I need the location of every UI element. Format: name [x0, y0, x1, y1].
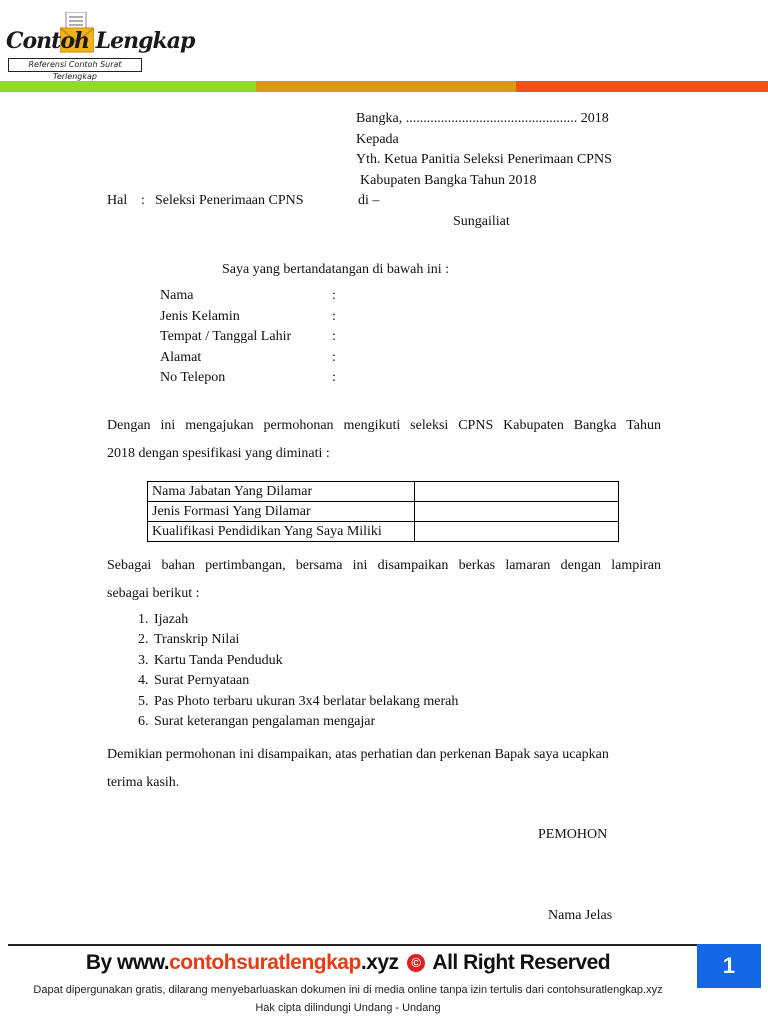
table-cell-label: Jenis Formasi Yang Dilamar [148, 502, 415, 522]
field-label: Alamat [160, 349, 202, 365]
table-row [148, 482, 619, 502]
table-cell-label: Kualifikasi Pendidikan Yang Saya Miliki [148, 522, 415, 542]
field-colon: : [332, 308, 336, 324]
field-colon: : [332, 288, 336, 303]
header-color-bar [0, 81, 768, 92]
field-row [160, 287, 360, 308]
field-colon: : [332, 370, 336, 386]
closing-paragraph [107, 741, 661, 797]
paragraph-line: Dengan ini mengajukan permohonan mengikuti seleksi CPNS Kabupaten Bangka Tahun [107, 418, 661, 433]
di-label: di – [358, 193, 380, 208]
field-label: Tempat / Tanggal Lahir [160, 329, 292, 345]
place-date: Bangka, ................................................. 2018 [356, 111, 609, 126]
list-item: 6. Surat keterangan pengalaman mengajar [152, 712, 458, 732]
color-bar-green [0, 81, 256, 92]
recipient-region: Kabupaten Bangka Tahun 2018 [360, 173, 537, 188]
attachments-list [106, 610, 458, 732]
field-row [160, 369, 360, 390]
paragraph-line: 2018 dengan spesifikasi yang diminati : [107, 446, 330, 461]
list-item: 5. Pas Photo terbaru ukuran 3x4 berlatar belakang merah [152, 692, 458, 712]
specification-table [147, 481, 619, 542]
logo-text: Contoh Lengkap [6, 28, 195, 54]
footer-by-text: By www. [85, 951, 170, 974]
list-item: 1. Ijazah [152, 610, 458, 630]
hal-label: Hal [107, 193, 128, 208]
footer-credit [0, 951, 696, 975]
paragraph-line: terima kasih. [107, 775, 180, 790]
list-item: 2. Transkrip Nilai [152, 630, 458, 650]
intro-text: Saya yang bertandatangan di bawah ini : [222, 262, 450, 277]
table-cell-value [415, 482, 619, 502]
copyright-icon: © [407, 954, 425, 972]
identity-fields [160, 287, 360, 390]
page-number: 1 [697, 944, 761, 988]
paragraph-line: Demikian permohonan ini disampaikan, atas perhatian dan perkenan Bapak saya ucapkan [107, 747, 609, 762]
attachments-paragraph [107, 552, 661, 608]
signer-name: Nama Jelas [548, 908, 613, 923]
field-label: No Telepon [160, 370, 226, 386]
site-logo [6, 6, 195, 81]
field-colon: : [332, 349, 336, 365]
list-item: 3. Kartu Tanda Penduduk [152, 651, 458, 671]
signer-title: PEMOHON [538, 827, 608, 842]
footer-copyright-note: Hak cipta dilindungi Undang - Undang [255, 1002, 441, 1014]
recipient-city: Sungailiat [453, 214, 510, 229]
field-colon: : [332, 329, 336, 345]
table-cell-label: Nama Jabatan Yang Dilamar [148, 482, 415, 502]
footer-tld: .xyz [360, 951, 399, 974]
color-bar-red [516, 81, 768, 92]
table-row [148, 502, 619, 522]
footer-site-link[interactable]: contohsuratlengkap [169, 951, 361, 974]
hal-colon: : [141, 193, 145, 208]
recipient-title: Yth. Ketua Panitia Seleksi Penerimaan CPNS [356, 152, 612, 167]
hal-subject: Seleksi Penerimaan CPNS [155, 193, 304, 208]
application-paragraph [107, 412, 661, 468]
table-cell-value [415, 522, 619, 542]
paragraph-line: Sebagai bahan pertimbangan, bersama ini disampaikan berkas lamaran dengan lampiran [107, 558, 661, 573]
field-row [160, 349, 360, 370]
field-label: Jenis Kelamin [160, 308, 240, 324]
table-cell-value [415, 502, 619, 522]
logo-tagline: Referensi Contoh Surat Terlengkap [8, 58, 142, 72]
footer-note: Dapat dipergunakan gratis, dilarang menyebarluaskan dokumen ini di media online tanpa izin tertulis dari contohsuratlengkap.xyz [33, 984, 663, 996]
paragraph-line: sebagai berikut : [107, 586, 200, 601]
field-row [160, 308, 360, 329]
color-bar-orange [256, 81, 516, 92]
field-row [160, 328, 360, 349]
footer-rights: All Right Reserved [432, 951, 611, 974]
kepada-label: Kepada [356, 132, 399, 147]
list-item: 4. Surat Pernyataan [152, 671, 458, 691]
footer-divider [8, 944, 760, 946]
field-label: Nama [160, 288, 194, 303]
table-row [148, 522, 619, 542]
